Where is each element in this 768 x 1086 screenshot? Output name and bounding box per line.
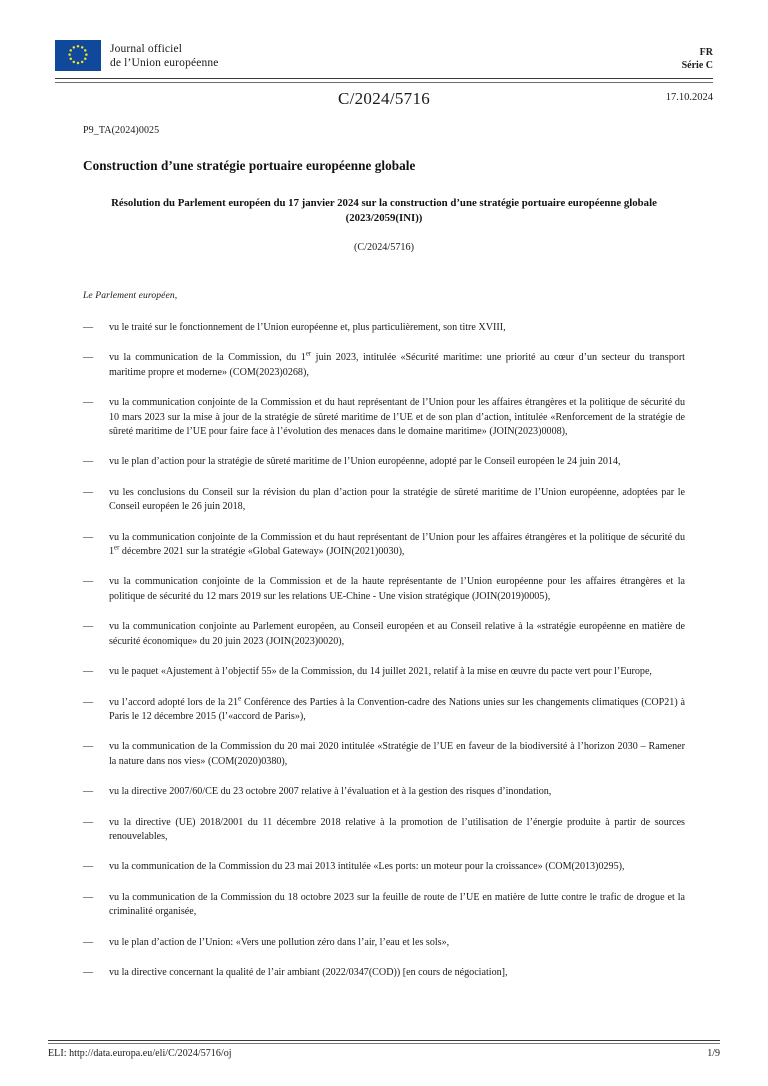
citation-dash: —: [83, 397, 94, 409]
citation-dash: —: [83, 891, 94, 903]
citation-text: vu le paquet «Ajustement à l’objectif 55» de la Commission, du 14 juillet 2021, relatif à la mise en œuvre du pacte vert pour l’Europe,: [109, 666, 652, 678]
list-item: [83, 531, 685, 560]
citation-text: vu la communication de la Commission du 18 octobre 2023 sur la feuille de route de l’UE en matière de lutte contre le trafic de drogue et la criminalité organisée,: [109, 891, 685, 918]
citation-text: vu la communication de la Commission, du 1er juin 2023, intitulée «Sécurité maritime: une priorité au cœur d’un secteur du transport maritime propre et moderne» (COM(2023)0268),: [109, 351, 685, 378]
citation-dash: —: [83, 786, 94, 798]
series-label: Série C: [681, 60, 713, 71]
eli-identifier: ELI: http://data.europa.eu/eli/C/2024/5716/oj: [48, 1048, 232, 1059]
list-item: [83, 351, 685, 380]
page-title: Construction d’une stratégie portuaire européenne globale: [83, 158, 416, 173]
list-item: [83, 455, 685, 469]
list-item: [83, 396, 685, 439]
citation-dash: —: [83, 861, 94, 873]
header-rule-thin: [55, 82, 713, 83]
citation-dash: —: [83, 666, 94, 678]
citation-text: vu la communication conjointe de la Commission et du haut représentant de l’Union pour les affaires étrangères et la politique de sécurité du 10 mars 2023 sur la mise à jour de la stratégie de sûreté maritime de l’UE et de son plan d’action, intitulée «Renforcement de la stratégie de sûreté maritime de l’UE pour faire face à l’évolution des menaces dans le domaine maritime» (JOIN(2023)0008),: [109, 397, 685, 438]
page-footer: [48, 1047, 720, 1061]
citation-text: vu la directive 2007/60/CE du 23 octobre 2007 relative à l’évaluation et à la gestion des risques d’inondation,: [109, 786, 552, 798]
document-centre-ref: (C/2024/5716): [354, 242, 414, 253]
citation-dash: —: [83, 696, 94, 708]
journal-title-line2: de l’Union européenne: [110, 56, 219, 69]
citation-text: vu l’accord adopté lors de la 21e Conférence des Parties à la Convention-cadre des Nations unies sur les changements climatiques (COP21) à Paris le 12 décembre 2015 (l’«accord de Paris»),: [109, 695, 685, 722]
preamble-text: Le Parlement européen,: [83, 290, 178, 301]
citation-text: vu les conclusions du Conseil sur la révision du plan d’action pour la stratégie de sûreté maritime de l’Union européenne, adoptées par le Conseil européen le 26 juin 2018,: [109, 486, 685, 513]
journal-title: [110, 42, 219, 70]
list-item: [83, 696, 685, 725]
list-item: [83, 575, 685, 604]
citation-dash: —: [83, 816, 94, 828]
list-item: [83, 665, 685, 679]
citation-dash: —: [83, 936, 94, 948]
list-item: [83, 486, 685, 515]
document-number-row: [55, 88, 713, 112]
footer-rule-thick: [48, 1040, 720, 1041]
citation-dash: —: [83, 531, 94, 543]
citation-dash: —: [83, 322, 94, 333]
document-date: 17.10.2024: [665, 92, 713, 103]
citation-text: vu le plan d’action de l’Union: «Vers une pollution zéro dans l’air, l’eau et les sols»,: [109, 936, 450, 948]
list-item: [83, 620, 685, 649]
journal-title-line1: Journal officiel: [110, 42, 183, 55]
citation-list: [83, 321, 685, 980]
citation-text: vu la communication de la Commission du 23 mai 2013 intitulée «Les ports: un moteur pour la croissance» (COM(2013)0295),: [109, 861, 625, 873]
citation-dash: —: [83, 621, 94, 633]
document-content: [83, 124, 685, 980]
document-subtitle: Résolution du Parlement européen du 17 janvier 2024 sur la construction d’une stratégie portuaire européenne globale (2023/2059(INI)): [111, 197, 657, 224]
document-ref-code: P9_TA(2024)0025: [83, 125, 160, 136]
language-code: FR: [699, 47, 713, 58]
citation-dash: —: [83, 576, 94, 588]
citation-text: vu la communication de la Commission du 20 mai 2020 intitulée «Stratégie de l’UE en faveur de la biodiversité à l’horizon 2030 – Ramener la nature dans nos vies» (COM(2020)0380),: [109, 741, 685, 767]
masthead-left: [55, 40, 219, 71]
footer-rule-thin: [48, 1043, 720, 1044]
list-item: [83, 860, 685, 874]
citation-dash: —: [83, 741, 94, 753]
list-item: [83, 321, 685, 335]
document-number: C/2024/5716: [337, 89, 431, 108]
citation-dash: —: [83, 456, 94, 468]
masthead: [55, 40, 713, 72]
page-number: 1/9: [707, 1048, 720, 1059]
list-item: [83, 740, 685, 769]
citation-text: vu le traité sur le fonctionnement de l’Union européenne et, plus particulièrement, son titre XVIII,: [109, 322, 506, 333]
citation-text: vu la communication conjointe de la Commission et du haut représentant de l’Union pour les affaires étrangères et la politique de sécurité du 1er décembre 2021 sur la stratégie «Global Gateway» (JOIN(2021)0030),: [109, 531, 685, 558]
citation-text: vu le plan d’action pour la stratégie de sûreté maritime de l’Union européenne, adopté par le Conseil européen le 24 juin 2014,: [109, 456, 621, 468]
list-item: [83, 936, 685, 950]
citation-dash: —: [83, 486, 94, 498]
citation-text: vu la directive (UE) 2018/2001 du 11 décembre 2018 relative à la promotion de l’utilisation de l’énergie produite à partir de sources renouvelables,: [109, 816, 685, 842]
citation-text: vu la communication conjointe au Parlement européen, au Conseil européen et au Conseil relative à la «stratégie européenne en matière de sécurité économique» du 20 juin 2023 (JOIN(2023)0020),: [109, 621, 685, 647]
header-rule-thick: [55, 78, 713, 79]
list-item: [83, 785, 685, 799]
list-item: [83, 891, 685, 920]
citation-dash: —: [83, 352, 94, 364]
list-item: [83, 966, 685, 980]
citation-text: vu la communication conjointe de la Commission et de la haute représentante de l’Union européenne pour les affaires étrangères et la politique de sécurité du 12 mars 2019 sur les relations UE-Chine - Une vision stratégique (JOIN(2019)0005),: [109, 576, 685, 602]
list-item: [83, 816, 685, 845]
citation-text: vu la directive concernant la qualité de l’air ambiant (2022/0347(COD)) [en cours de négociation],: [109, 966, 508, 978]
masthead-right: [682, 40, 713, 72]
eu-flag-icon: [55, 40, 101, 71]
citation-dash: —: [83, 966, 94, 978]
